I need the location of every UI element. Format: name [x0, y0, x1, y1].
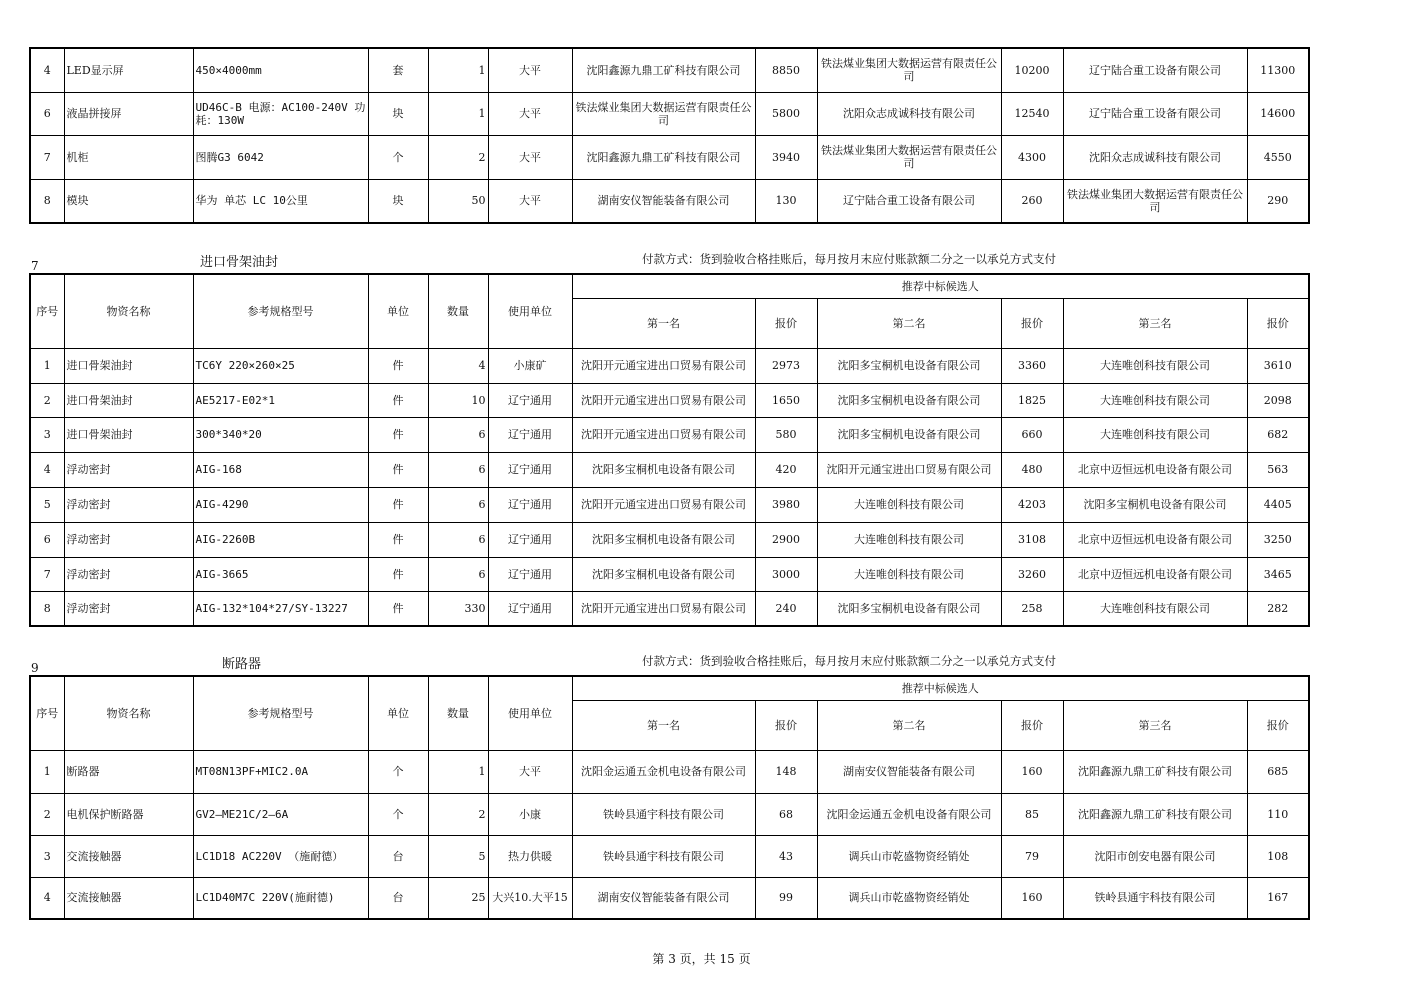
- cell-unit: 个: [368, 135, 428, 179]
- cell-p1: 3980: [755, 487, 817, 522]
- cell-spec: 华为 单芯 LC 10公里: [193, 179, 368, 223]
- cell-p3: 685: [1247, 750, 1309, 793]
- cell-p2: 160: [1001, 750, 1063, 793]
- cell-first: 铁法煤业集团大数据运营有限责任公司: [572, 92, 755, 135]
- cell-first: 沈阳开元通宝进出口贸易有限公司: [572, 487, 755, 522]
- cell-spec: LC1D18 AC220V （施耐德）: [193, 835, 368, 877]
- cell-first: 沈阳多宝桐机电设备有限公司: [572, 557, 755, 591]
- cell-name: 液晶拼接屏: [64, 92, 193, 135]
- table-row: [30, 452, 1309, 487]
- cell-idx: 2: [30, 793, 64, 835]
- cell-p1: 99: [755, 877, 817, 919]
- cell-first: 湖南安仪智能装备有限公司: [572, 877, 755, 919]
- cell-unit: 件: [368, 417, 428, 452]
- section-title: 断路器: [222, 657, 262, 672]
- cell-spec: AIG-4290: [193, 487, 368, 522]
- cell-qty: 1: [428, 92, 488, 135]
- cell-unit: 件: [368, 487, 428, 522]
- cell-user: 小康: [488, 793, 572, 835]
- cell-user: 大平: [488, 750, 572, 793]
- price-header: 报价: [755, 700, 817, 750]
- table-row: [30, 487, 1309, 522]
- table-row: [30, 793, 1309, 835]
- cell-idx: 4: [30, 452, 64, 487]
- cell-p3: 682: [1247, 417, 1309, 452]
- cell-name: 浮动密封: [64, 487, 193, 522]
- cell-unit: 件: [368, 452, 428, 487]
- cell-p2: 3108: [1001, 522, 1063, 557]
- cell-idx: 6: [30, 92, 64, 135]
- cell-p2: 12540: [1001, 92, 1063, 135]
- cell-third: 北京中迈恒远机电设备有限公司: [1063, 557, 1247, 591]
- cell-user: 辽宁通用: [488, 557, 572, 591]
- cell-idx: 6: [30, 522, 64, 557]
- cell-idx: 7: [30, 135, 64, 179]
- cell-second: 大连唯创科技有限公司: [817, 522, 1001, 557]
- col-user-header: 使用单位: [488, 274, 572, 348]
- cell-user: 大兴10.大平15: [488, 877, 572, 919]
- second-header: 第二名: [817, 298, 1001, 348]
- cell-first: 铁岭县通宇科技有限公司: [572, 793, 755, 835]
- table-row: [30, 877, 1309, 919]
- table-row: [30, 179, 1309, 223]
- cell-unit: 件: [368, 591, 428, 626]
- cell-second: 沈阳多宝桐机电设备有限公司: [817, 591, 1001, 626]
- cell-p2: 160: [1001, 877, 1063, 919]
- col-unit-header: 单位: [368, 274, 428, 348]
- cell-idx: 4: [30, 48, 64, 92]
- col-seq-header: 序号: [30, 274, 64, 348]
- cell-first: 湖南安仪智能装备有限公司: [572, 179, 755, 223]
- cell-p1: 3000: [755, 557, 817, 591]
- cell-first: 沈阳金运通五金机电设备有限公司: [572, 750, 755, 793]
- cell-p2: 85: [1001, 793, 1063, 835]
- cell-p3: 167: [1247, 877, 1309, 919]
- cell-spec: 图腾G3 6042: [193, 135, 368, 179]
- cell-p1: 580: [755, 417, 817, 452]
- cell-third: 沈阳众志成诚科技有限公司: [1063, 135, 1247, 179]
- cell-name: 交流接触器: [64, 835, 193, 877]
- cell-first: 沈阳开元通宝进出口贸易有限公司: [572, 591, 755, 626]
- third-header: 第三名: [1063, 700, 1247, 750]
- cell-first: 沈阳开元通宝进出口贸易有限公司: [572, 383, 755, 417]
- cell-second: 沈阳金运通五金机电设备有限公司: [817, 793, 1001, 835]
- cell-second: 调兵山市乾盛物资经销处: [817, 877, 1001, 919]
- cell-p2: 3260: [1001, 557, 1063, 591]
- cell-user: 大平: [488, 92, 572, 135]
- price-header: 报价: [1001, 298, 1063, 348]
- col-spec-header: 参考规格型号: [193, 274, 368, 348]
- cell-unit: 个: [368, 793, 428, 835]
- section7-table: [29, 273, 1310, 627]
- first-header: 第一名: [572, 298, 755, 348]
- cell-second: 沈阳多宝桐机电设备有限公司: [817, 383, 1001, 417]
- cell-unit: 件: [368, 348, 428, 383]
- cell-p1: 420: [755, 452, 817, 487]
- cell-p2: 10200: [1001, 48, 1063, 92]
- cell-spec: 300*340*20: [193, 417, 368, 452]
- cell-first: 沈阳多宝桐机电设备有限公司: [572, 452, 755, 487]
- cell-spec: AIG-168: [193, 452, 368, 487]
- cell-user: 热力供暖: [488, 835, 572, 877]
- cell-p2: 4203: [1001, 487, 1063, 522]
- cell-p3: 282: [1247, 591, 1309, 626]
- cell-first: 沈阳多宝桐机电设备有限公司: [572, 522, 755, 557]
- cell-p3: 563: [1247, 452, 1309, 487]
- cell-first: 沈阳鑫源九鼎工矿科技有限公司: [572, 48, 755, 92]
- cell-idx: 5: [30, 487, 64, 522]
- cell-qty: 50: [428, 179, 488, 223]
- section-title: 进口骨架油封: [200, 255, 279, 270]
- cell-third: 大连唯创科技有限公司: [1063, 348, 1247, 383]
- cell-idx: 1: [30, 750, 64, 793]
- col-spec-header: 参考规格型号: [193, 676, 368, 750]
- cell-spec: AE5217-E02*1: [193, 383, 368, 417]
- cell-unit: 件: [368, 557, 428, 591]
- cell-p1: 2900: [755, 522, 817, 557]
- cell-name: 进口骨架油封: [64, 348, 193, 383]
- cell-qty: 6: [428, 522, 488, 557]
- cell-p2: 260: [1001, 179, 1063, 223]
- cell-name: 浮动密封: [64, 557, 193, 591]
- cell-idx: 7: [30, 557, 64, 591]
- cell-p1: 68: [755, 793, 817, 835]
- cell-p1: 240: [755, 591, 817, 626]
- cell-third: 北京中迈恒远机电设备有限公司: [1063, 522, 1247, 557]
- section-number: 9: [31, 661, 39, 675]
- cell-p1: 148: [755, 750, 817, 793]
- cell-spec: LC1D40M7C 220V(施耐德): [193, 877, 368, 919]
- cell-name: 断路器: [64, 750, 193, 793]
- cell-third: 辽宁陆合重工设备有限公司: [1063, 92, 1247, 135]
- cell-name: 交流接触器: [64, 877, 193, 919]
- cell-spec: GV2—ME21C/2—6A: [193, 793, 368, 835]
- cell-qty: 6: [428, 557, 488, 591]
- section9-table: [29, 675, 1310, 920]
- cell-second: 沈阳众志成诚科技有限公司: [817, 92, 1001, 135]
- cell-name: 进口骨架油封: [64, 417, 193, 452]
- cell-p3: 4550: [1247, 135, 1309, 179]
- cell-user: 辽宁通用: [488, 452, 572, 487]
- cell-qty: 6: [428, 417, 488, 452]
- cell-p2: 3360: [1001, 348, 1063, 383]
- cell-p1: 2973: [755, 348, 817, 383]
- cell-first: 沈阳开元通宝进出口贸易有限公司: [572, 417, 755, 452]
- cell-second: 铁法煤业集团大数据运营有限责任公司: [817, 135, 1001, 179]
- cell-p3: 290: [1247, 179, 1309, 223]
- cell-p3: 11300: [1247, 48, 1309, 92]
- cell-qty: 6: [428, 487, 488, 522]
- cell-name: 浮动密封: [64, 452, 193, 487]
- cell-qty: 4: [428, 348, 488, 383]
- cell-qty: 1: [428, 48, 488, 92]
- cell-user: 辽宁通用: [488, 487, 572, 522]
- col-qty-header: 数量: [428, 274, 488, 348]
- cell-qty: 1: [428, 750, 488, 793]
- table-row: [30, 383, 1309, 417]
- cell-idx: 3: [30, 835, 64, 877]
- price-header: 报价: [1001, 700, 1063, 750]
- section-number: 7: [31, 259, 39, 273]
- first-header: 第一名: [572, 700, 755, 750]
- cell-second: 调兵山市乾盛物资经销处: [817, 835, 1001, 877]
- cell-second: 大连唯创科技有限公司: [817, 487, 1001, 522]
- cell-spec: AIG-2260B: [193, 522, 368, 557]
- cell-user: 大平: [488, 135, 572, 179]
- cell-qty: 2: [428, 135, 488, 179]
- page-footer: 第 3 页，共 15 页: [652, 952, 751, 966]
- cell-p3: 110: [1247, 793, 1309, 835]
- cell-idx: 8: [30, 591, 64, 626]
- cell-unit: 个: [368, 750, 428, 793]
- third-header: 第三名: [1063, 298, 1247, 348]
- table-row: [30, 348, 1309, 383]
- table-row: [30, 557, 1309, 591]
- cell-p1: 1650: [755, 383, 817, 417]
- cell-second: 大连唯创科技有限公司: [817, 557, 1001, 591]
- cell-user: 辽宁通用: [488, 522, 572, 557]
- cell-unit: 台: [368, 877, 428, 919]
- col-unit-header: 单位: [368, 676, 428, 750]
- cell-name: 进口骨架油封: [64, 383, 193, 417]
- cell-first: 沈阳开元通宝进出口贸易有限公司: [572, 348, 755, 383]
- cell-user: 辽宁通用: [488, 591, 572, 626]
- cell-qty: 10: [428, 383, 488, 417]
- cell-unit: 块: [368, 92, 428, 135]
- cell-p2: 480: [1001, 452, 1063, 487]
- cell-third: 沈阳多宝桐机电设备有限公司: [1063, 487, 1247, 522]
- cell-idx: 8: [30, 179, 64, 223]
- cell-unit: 台: [368, 835, 428, 877]
- cell-qty: 5: [428, 835, 488, 877]
- cell-spec: MT08N13PF+MIC2.0A: [193, 750, 368, 793]
- table-row: [30, 522, 1309, 557]
- cell-p1: 3940: [755, 135, 817, 179]
- cell-third: 沈阳鑫源九鼎工矿科技有限公司: [1063, 750, 1247, 793]
- cell-name: 浮动密封: [64, 591, 193, 626]
- cell-qty: 2: [428, 793, 488, 835]
- cell-second: 湖南安仪智能装备有限公司: [817, 750, 1001, 793]
- cell-third: 大连唯创科技有限公司: [1063, 383, 1247, 417]
- cell-spec: AIG-3665: [193, 557, 368, 591]
- cell-third: 铁法煤业集团大数据运营有限责任公司: [1063, 179, 1247, 223]
- cell-p1: 43: [755, 835, 817, 877]
- cell-user: 辽宁通用: [488, 383, 572, 417]
- recommend-header: 推荐中标候选人: [572, 676, 1309, 700]
- cell-third: 大连唯创科技有限公司: [1063, 591, 1247, 626]
- cell-second: 沈阳开元通宝进出口贸易有限公司: [817, 452, 1001, 487]
- cell-second: 沈阳多宝桐机电设备有限公司: [817, 417, 1001, 452]
- price-header: 报价: [755, 298, 817, 348]
- table-row: [30, 750, 1309, 793]
- col-seq-header: 序号: [30, 676, 64, 750]
- cell-user: 大平: [488, 48, 572, 92]
- cell-user: 小康矿: [488, 348, 572, 383]
- cell-p3: 4405: [1247, 487, 1309, 522]
- cell-first: 铁岭县通宇科技有限公司: [572, 835, 755, 877]
- table-row: [30, 591, 1309, 626]
- cell-idx: 1: [30, 348, 64, 383]
- cell-p3: 3610: [1247, 348, 1309, 383]
- cell-unit: 块: [368, 179, 428, 223]
- cell-p2: 660: [1001, 417, 1063, 452]
- cell-third: 沈阳市创安电器有限公司: [1063, 835, 1247, 877]
- col-user-header: 使用单位: [488, 676, 572, 750]
- cell-first: 沈阳鑫源九鼎工矿科技有限公司: [572, 135, 755, 179]
- cell-spec: TC6Y 220×260×25: [193, 348, 368, 383]
- cell-third: 辽宁陆合重工设备有限公司: [1063, 48, 1247, 92]
- payment-terms: 付款方式：货到验收合格挂账后，每月按月末应付账款额二分之一以承兑方式支付: [642, 252, 1056, 266]
- cell-second: 铁法煤业集团大数据运营有限责任公司: [817, 48, 1001, 92]
- table-row: [30, 417, 1309, 452]
- price-header: 报价: [1247, 298, 1309, 348]
- table-row: [30, 48, 1309, 92]
- cell-qty: 330: [428, 591, 488, 626]
- cell-p3: 14600: [1247, 92, 1309, 135]
- table-row: [30, 92, 1309, 135]
- cell-p1: 8850: [755, 48, 817, 92]
- cell-third: 沈阳鑫源九鼎工矿科技有限公司: [1063, 793, 1247, 835]
- cell-spec: AIG-132*104*27/SY-13227: [193, 591, 368, 626]
- top-table: [29, 47, 1310, 224]
- cell-qty: 6: [428, 452, 488, 487]
- cell-name: 模块: [64, 179, 193, 223]
- col-qty-header: 数量: [428, 676, 488, 750]
- cell-qty: 25: [428, 877, 488, 919]
- cell-p2: 79: [1001, 835, 1063, 877]
- cell-name: 浮动密封: [64, 522, 193, 557]
- cell-p2: 258: [1001, 591, 1063, 626]
- cell-p1: 5800: [755, 92, 817, 135]
- cell-idx: 2: [30, 383, 64, 417]
- cell-p3: 108: [1247, 835, 1309, 877]
- cell-name: LED显示屏: [64, 48, 193, 92]
- price-header: 报价: [1247, 700, 1309, 750]
- table-row: [30, 135, 1309, 179]
- cell-p1: 130: [755, 179, 817, 223]
- cell-unit: 件: [368, 522, 428, 557]
- cell-unit: 套: [368, 48, 428, 92]
- col-name-header: 物资名称: [64, 676, 193, 750]
- cell-p3: 2098: [1247, 383, 1309, 417]
- cell-spec: UD46C-B 电源：AC100-240V 功耗：130W: [193, 92, 368, 135]
- table-row: [30, 835, 1309, 877]
- cell-spec: 450×4000mm: [193, 48, 368, 92]
- cell-third: 铁岭县通宇科技有限公司: [1063, 877, 1247, 919]
- recommend-header: 推荐中标候选人: [572, 274, 1309, 298]
- cell-idx: 4: [30, 877, 64, 919]
- col-name-header: 物资名称: [64, 274, 193, 348]
- cell-user: 辽宁通用: [488, 417, 572, 452]
- cell-second: 沈阳多宝桐机电设备有限公司: [817, 348, 1001, 383]
- cell-name: 电机保护断路器: [64, 793, 193, 835]
- cell-p2: 4300: [1001, 135, 1063, 179]
- cell-idx: 3: [30, 417, 64, 452]
- payment-terms: 付款方式：货到验收合格挂账后，每月按月末应付账款额二分之一以承兑方式支付: [642, 654, 1056, 668]
- cell-p3: 3465: [1247, 557, 1309, 591]
- cell-unit: 件: [368, 383, 428, 417]
- cell-p3: 3250: [1247, 522, 1309, 557]
- cell-user: 大平: [488, 179, 572, 223]
- cell-third: 北京中迈恒远机电设备有限公司: [1063, 452, 1247, 487]
- second-header: 第二名: [817, 700, 1001, 750]
- cell-second: 辽宁陆合重工设备有限公司: [817, 179, 1001, 223]
- cell-p2: 1825: [1001, 383, 1063, 417]
- cell-third: 大连唯创科技有限公司: [1063, 417, 1247, 452]
- cell-name: 机柜: [64, 135, 193, 179]
